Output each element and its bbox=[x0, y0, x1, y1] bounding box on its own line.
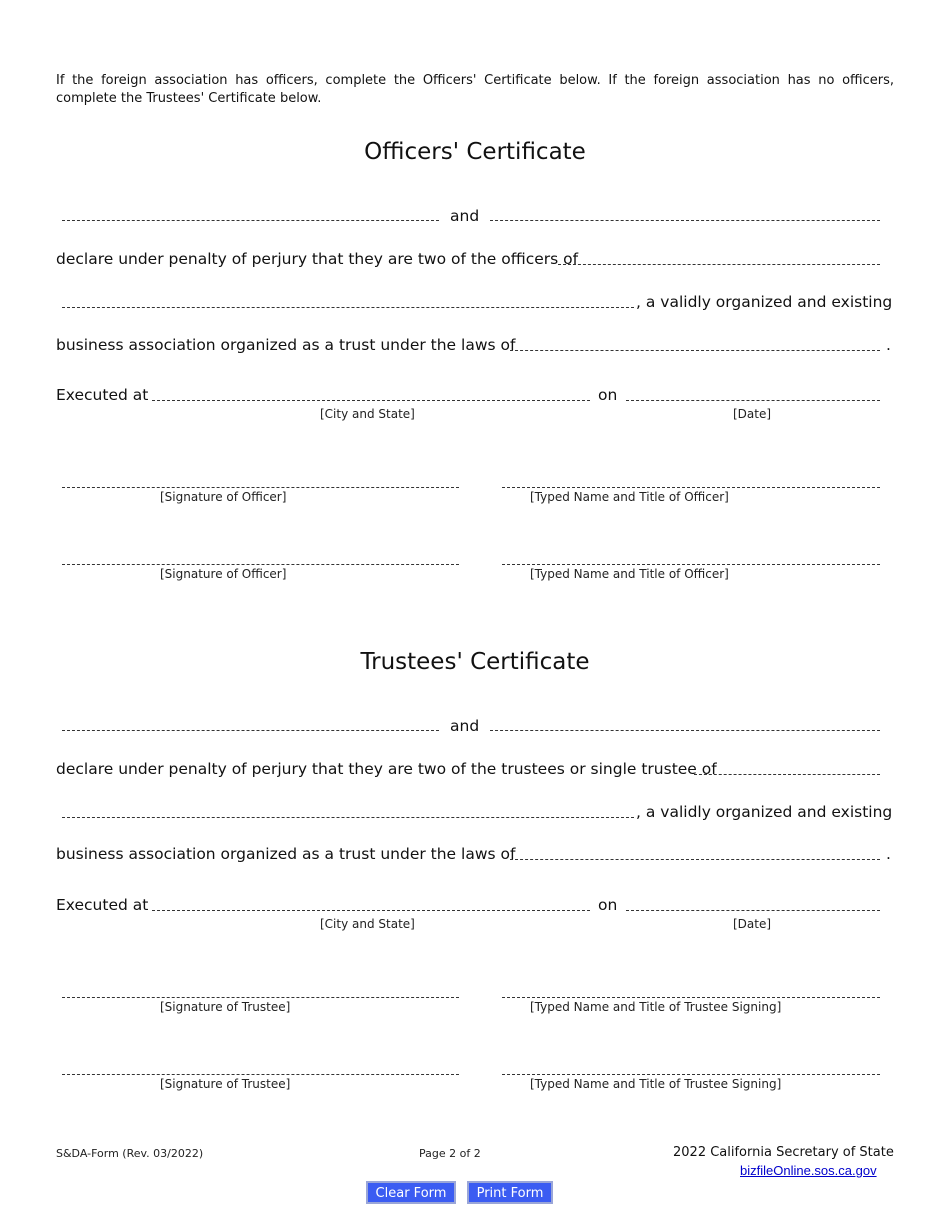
print-form-button[interactable]: Print Form bbox=[467, 1181, 553, 1204]
officer-name-1-field[interactable] bbox=[62, 220, 439, 221]
trustee-signature-2-field[interactable] bbox=[62, 1074, 459, 1075]
officer-typed-name-1-field[interactable] bbox=[502, 487, 880, 488]
officer-signature-2-field[interactable] bbox=[62, 564, 459, 565]
signature-caption: [Signature of Trustee] bbox=[160, 1077, 291, 1091]
period-text: . bbox=[886, 845, 891, 863]
executed-at-text: Executed at bbox=[56, 386, 149, 404]
on-text: on bbox=[598, 386, 618, 404]
validly-text: , a validly organized and existing bbox=[636, 803, 893, 821]
officers-title: Officers' Certificate bbox=[364, 139, 586, 165]
typed-name-caption: [Typed Name and Title of Trustee Signing] bbox=[530, 1000, 782, 1014]
validly-text: , a validly organized and existing bbox=[636, 293, 893, 311]
and-text: and bbox=[450, 717, 480, 735]
officer-typed-name-2-field[interactable] bbox=[502, 564, 880, 565]
city-state-field[interactable] bbox=[152, 910, 590, 911]
typed-name-caption: [Typed Name and Title of Officer] bbox=[530, 490, 729, 504]
business-text: business association organized as a trust under the laws of bbox=[56, 336, 516, 354]
trustee-typed-name-2-field[interactable] bbox=[502, 1074, 880, 1075]
period-text: . bbox=[886, 336, 891, 354]
city-state-caption: [City and State] bbox=[320, 407, 415, 421]
trustees-title: Trustees' Certificate bbox=[360, 649, 590, 675]
form-id: S&DA-Form (Rev. 03/2022) bbox=[56, 1147, 204, 1160]
bizfile-link[interactable]: bizfileOnline.sos.ca.gov bbox=[740, 1163, 877, 1178]
date-caption: [Date] bbox=[733, 407, 772, 421]
laws-of-field[interactable] bbox=[510, 350, 880, 351]
date-field[interactable] bbox=[626, 400, 880, 401]
association-name-field-b[interactable] bbox=[62, 307, 634, 308]
executed-at-text: Executed at bbox=[56, 896, 149, 914]
officer-signature-1-field[interactable] bbox=[62, 487, 459, 488]
clear-form-button[interactable]: Clear Form bbox=[366, 1181, 456, 1204]
officer-name-2-field[interactable] bbox=[490, 220, 880, 221]
and-text: and bbox=[450, 207, 480, 225]
declare-text: declare under penalty of perjury that they are two of the trustees or single trustee of bbox=[56, 760, 717, 778]
trustee-name-1-field[interactable] bbox=[62, 730, 439, 731]
association-name-field-b[interactable] bbox=[62, 817, 634, 818]
copyright-text: 2022 California Secretary of State bbox=[673, 1145, 894, 1160]
signature-caption: [Signature of Trustee] bbox=[160, 1000, 291, 1014]
city-state-field[interactable] bbox=[152, 400, 590, 401]
typed-name-caption: [Typed Name and Title of Officer] bbox=[530, 567, 729, 581]
signature-caption: [Signature of Officer] bbox=[160, 490, 287, 504]
declare-text: declare under penalty of perjury that they are two of the officers of bbox=[56, 250, 579, 268]
typed-name-caption: [Typed Name and Title of Trustee Signing] bbox=[530, 1077, 782, 1091]
association-name-field-a[interactable] bbox=[694, 774, 880, 775]
laws-of-field[interactable] bbox=[510, 859, 880, 860]
on-text: on bbox=[598, 896, 618, 914]
trustee-signature-1-field[interactable] bbox=[62, 997, 459, 998]
business-text: business association organized as a trust under the laws of bbox=[56, 845, 516, 863]
signature-caption: [Signature of Officer] bbox=[160, 567, 287, 581]
date-caption: [Date] bbox=[733, 917, 772, 931]
association-name-field-a[interactable] bbox=[558, 264, 880, 265]
city-state-caption: [City and State] bbox=[320, 917, 415, 931]
intro-instructions: If the foreign association has officers, complete the Officers' Certificate below. If the foreign association has no officers, complete the Trustees' Certificate below. bbox=[56, 73, 894, 106]
trustee-name-2-field[interactable] bbox=[490, 730, 880, 731]
date-field[interactable] bbox=[626, 910, 880, 911]
page-number: Page 2 of 2 bbox=[419, 1147, 481, 1160]
trustee-typed-name-1-field[interactable] bbox=[502, 997, 880, 998]
